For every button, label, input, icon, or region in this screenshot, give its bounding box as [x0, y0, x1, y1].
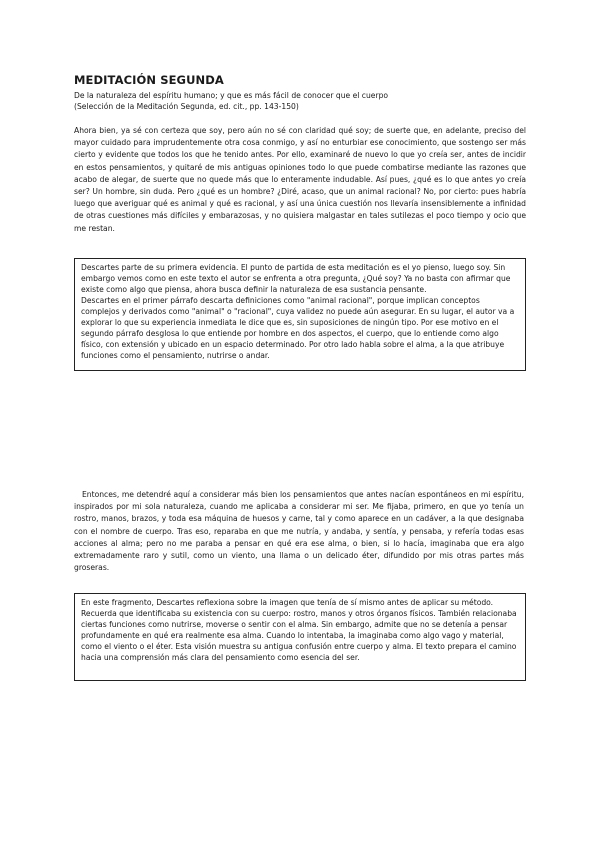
- commentary-box-1: [74, 258, 526, 371]
- commentary-1-part-1: Descartes parte de su primera evidencia. El punto de partida de esta meditación es el yo pienso, luego soy. Sin embargo vemos como en este texto el autor se enfrenta a otra pregunta, ¿Qué soy? Ya no basta con afirmar que existe como algo que piensa, ahora busca definir la naturaleza de esa sustancia pensante.: [81, 263, 511, 294]
- commentary-1-part-2: Descartes en el primer párrafo descarta definiciones como "animal racional", porque implican conceptos complejos y derivados como "animal" o "racional", cuya validez no puede aún asegurar. En su lugar, el autor va a explorar lo que su experiencia inmediata le dice que es, sin suposiciones de ningún tipo. Por ese motivo en el segundo párrafo desglosa lo que entiende por hombre en dos aspectos, el cuerpo, que lo entiende como algo físico, con extensión y ubicado en un espacio determinado. Por otro lado habla sobre el alma, a la que atribuye funciones como el pensamiento, nutrirse o andar.: [81, 296, 515, 360]
- paragraph-2-text: Entonces, me detendré aquí a considerar más bien los pensamientos que antes nacían espontáneos en mi espíritu, inspirados por mi sola naturaleza, cuando me aplicaba a considerar mi ser. Me fijaba, primero, en que yo tenía un rostro, manos, brazos, y toda esa máquina de huesos y carne, tal y como aparece en un cadáver, a la que designaba con el nombre de cuerpo. Tras eso, reparaba en que me nutría, y andaba, y sentía, y pensaba, y refería todas esas acciones al alma; pero no me paraba a pensar en qué era ese alma, o bien, si lo hacía, imaginaba que era algo extremadamente raro y sutil, como un viento, una llama o un delicado éter, difundido por mis otras partes más groseras.: [74, 490, 524, 573]
- subtitle-line-2: (Selección de la Meditación Segunda, ed. cit., pp. 143-150): [74, 102, 299, 111]
- document-subtitle: [74, 90, 534, 112]
- subtitle-line-1: De la naturaleza del espíritu humano; y que es más fácil de conocer que el cuerpo: [74, 91, 389, 100]
- commentary-box-2: [74, 593, 526, 681]
- paragraph-2: [74, 489, 524, 574]
- document-title: MEDITACIÓN SEGUNDA: [74, 73, 224, 87]
- paragraph-1: Ahora bien, ya sé con certeza que soy, pero aún no sé con claridad qué soy; de suerte que, en adelante, preciso del mayor cuidado para imprudentemente otra cosa conmigo, y así no enturbiar ese conocimiento, que sostengo ser más cierto y evidente que todos los que he tenido antes. Por ello, examinaré de nuevo lo que yo creía ser, antes de incidir en estos pensamientos, y quitaré de mis antiguas opiniones todo lo que puede combatirse mediante las razones que acabo de alegar, de suerte que no quede más que lo enteramente indudable. Así pues, ¿qué es lo que antes yo creía ser? Un hombre, sin duda. Pero ¿qué es un hombre? ¿Diré, acaso, que un animal racional? No, por cierto: pues habría luego que averiguar qué es animal y qué es racional, y así una única cuestión nos llevaría insensiblemente a infinidad de otras cuestiones más difíciles y embarazosas, y no quisiera malgastar en tales sutilezas el poco tiempo y ocio que me restan.: [74, 126, 526, 233]
- commentary-2-text: En este fragmento, Descartes reflexiona sobre la imagen que tenía de sí mismo antes de aplicar su método. Recuerda que identificaba su existencia con su cuerpo: rostro, manos y otros órganos físicos. También relacionaba ciertas funciones como nutrirse, moverse o sentir con el alma. Sin embargo, admite que no se detenía a pensar profundamente en qué era realmente esa alma. Cuando lo intentaba, la imaginaba como algo vago y material, como el viento o el éter. Esta visión muestra su antigua confusión entre cuerpo y alma. El texto prepara el camino hacia una comprensión más clara del pensamiento como esencia del ser.: [81, 598, 517, 662]
